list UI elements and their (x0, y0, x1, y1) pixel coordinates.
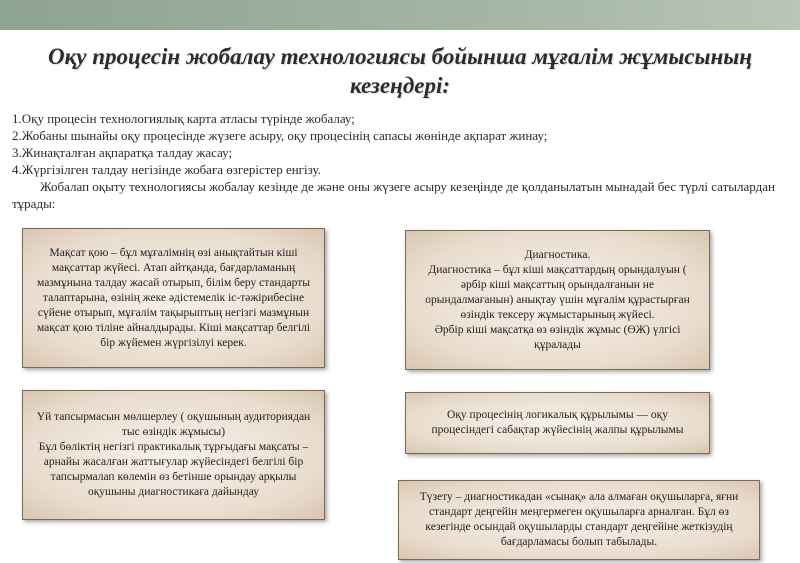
list-item: 2.Жобаны шынайы оқу процесінде жүзеге асыру, оқу процесінің сапасы жөнінде ақпарат жинау; (12, 128, 548, 143)
diagnostics-box (405, 230, 710, 370)
diagnostics-note: Әрбір кіші мақсатқа өз өзіндік жұмыс (ӨЖ) үлгісі құралады (434, 323, 681, 351)
intro-text (12, 110, 792, 212)
homework-heading: Үй тапсырмасын мөлшерлеу ( оқушының аудиториядан тыс өзіндік жұмысы) (36, 411, 311, 438)
list-item: 3.Жинақталған ақпаратқа талдау жасау; (12, 145, 233, 160)
diagnostics-text: Диагностика – бұл кіші мақсаттардың орындалуын ( әрбір кіші мақсаттың орындалғанын не орындалмағанын) анықтау үшін мұғалім құрастырған өзіндік тексеру жұмыстарының жүйесі. (425, 263, 690, 321)
list-item: 4.Жүргізілген талдау негізінде жобаға өзгерістер енгізу. (12, 162, 321, 177)
goal-setting-box (22, 228, 325, 368)
homework-box (22, 390, 325, 520)
page-title: Оқу процесін жобалау технологиясы бойынша мұғалім жұмысының кезеңдері: (48, 44, 752, 98)
list-item: 1.Оқу процесін технологиялық карта атласы түрінде жобалау; (12, 111, 355, 126)
intro-paragraph: Жобалап оқыту технологиясы жобалау кезінде де және оны жүзеге асыру кезеңінде де қолданылатын мынадай бес түрлі сатылардан тұрады: (12, 179, 775, 211)
homework-text: Бұл бөліктің негізгі практикалық тұрғыдағы мақсаты – арнайы жасалған жаттығулар жүйесіндегі белгілі бір тапсырмалап көлемін өз бетінше орындау арқылы оқушыны диагностикаға дайындау (38, 441, 309, 498)
correction-text: Түзету – диагностикадан «сынақ» ала алмаған оқушыларға, яғни стандарт деңгейін меңгермеген оқушыларға арналған. Бұл өз кезегінде осындай оқушыларды стандарт деңгейіне жеткізудің бағдарламасы болып табылады. (419, 491, 739, 548)
logic-structure-box (405, 392, 710, 454)
diagnostics-heading: Диагностика. (524, 248, 591, 261)
correction-box (398, 480, 760, 560)
top-bar (0, 0, 800, 30)
logic-structure-text: Оқу процесінің логикалық құрылымы — оқу процесіндегі сабақтар жүйесінің жалпы құрылымы (431, 409, 684, 436)
goal-setting-text: Мақсат қою – бұл мұғалімнің өзі анықтайтын кіші мақсаттар жүйесі. Атап айтқанда, бағдарламаның мазмұнына талдау жасай отырып, білім беру стандарты талаптарына, өзінің жеке әдістемелік іс-тәжірибесіне сүйене отырып, мұғалім тақырыптың негізгі мазмұнын мақсат қою тіліне айналдырады. Кіші мақсаттар белгілі бір жүйемен жүргізілуі керек. (36, 246, 311, 349)
